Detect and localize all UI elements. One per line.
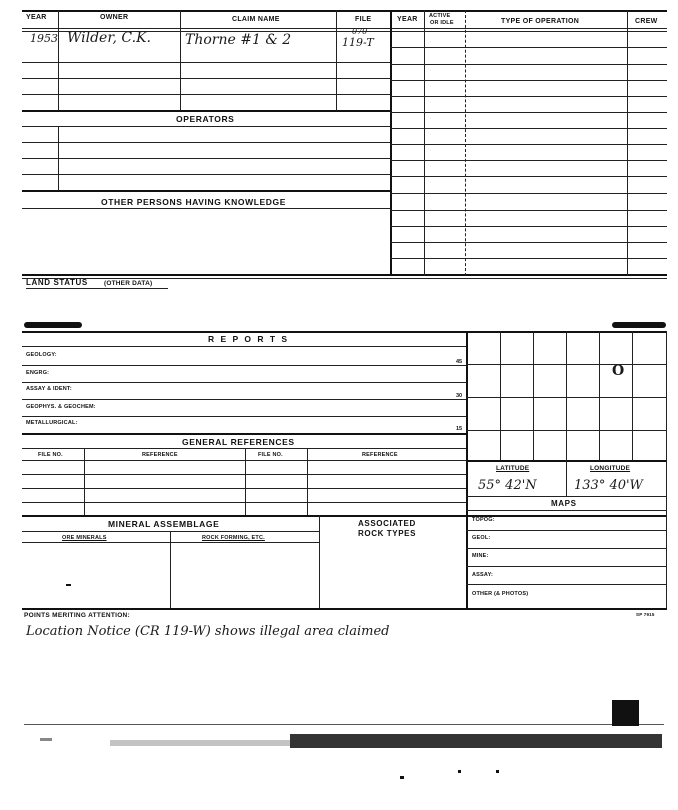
report-num-geology: 45 [456,359,463,365]
associated-rock-types-1: ASSOCIATED [358,519,416,528]
header-year: YEAR [26,14,47,21]
report-row-engrg: ENGRG: [26,370,50,376]
header-file: FILE [355,16,372,23]
longitude-value: 133° 40'W [574,478,643,493]
entry-owner: Wilder, C.K. [67,30,151,46]
points-meriting-label: POINTS MERITING ATTENTION: [24,612,131,619]
entry-year: 1953 [30,32,58,45]
land-status-sub: (OTHER DATA) [104,280,153,287]
report-row-assay: ASSAY & IDENT: [26,386,72,392]
header-claim-name: CLAIM NAME [232,16,280,23]
points-meriting-note: Location Notice (CR 119-W) shows illegal area claimed [26,624,390,639]
report-row-geology: GEOLOGY: [26,352,57,358]
longitude-label: LONGITUDE [590,465,631,472]
maps-assay: ASSAY: [472,572,494,578]
entry-file-top: 070 [352,27,368,36]
entry-claim-name: Thorne #1 & 2 [185,32,292,48]
latitude-label: LATITUDE [496,465,530,472]
maps-title: MAPS [551,499,577,508]
header-active: ACTIVE [429,13,451,19]
operators-title: OPERATORS [176,114,235,124]
ink-dot [66,584,71,586]
ref-header-file-no-1: FILE NO. [38,452,63,458]
form-number: SP 7915 [636,612,655,617]
rock-forming-header: ROCK FORMING, ETC. [202,535,265,541]
report-num-assay: 30 [456,393,463,399]
ink-smudge-right [612,322,666,328]
report-row-geophys: GEOPHYS. & GEOCHEM: [26,404,96,410]
ink-smudge-left [24,322,82,328]
header-or-idle: OR IDLE [430,20,454,26]
mineral-assemblage-title: MINERAL ASSEMBLAGE [108,519,220,529]
header-crew: CREW [635,18,658,25]
ref-header-reference-1: REFERENCE [142,452,178,458]
maps-mine: MINE: [472,553,489,559]
associated-rock-types-2: ROCK TYPES [358,529,417,538]
latitude-value: 55° 42'N [478,478,537,493]
reports-title: R E P O R T S [208,334,290,344]
entry-file-bottom: 119-T [342,36,374,49]
maps-topog: TOPOG: [472,517,495,523]
header-type-of-operation: TYPE OF OPERATION [501,18,580,25]
ref-header-reference-2: REFERENCE [362,452,398,458]
report-row-metallurgical: METALLURGICAL: [26,420,78,426]
ore-minerals-header: ORE MINERALS [62,535,107,541]
report-num-metallurgical: 15 [456,426,463,432]
other-persons-title: OTHER PERSONS HAVING KNOWLEDGE [101,197,287,207]
general-references-title: GENERAL REFERENCES [182,437,295,447]
land-status-label: LAND STATUS [26,278,88,287]
maps-geol: GEOL: [472,535,491,541]
header-owner: OWNER [100,14,129,21]
ref-header-file-no-2: FILE NO. [258,452,283,458]
maps-other: OTHER (& PHOTOS) [472,591,529,597]
header-year-2: YEAR [397,16,418,23]
grid-location-mark: O [612,363,625,379]
